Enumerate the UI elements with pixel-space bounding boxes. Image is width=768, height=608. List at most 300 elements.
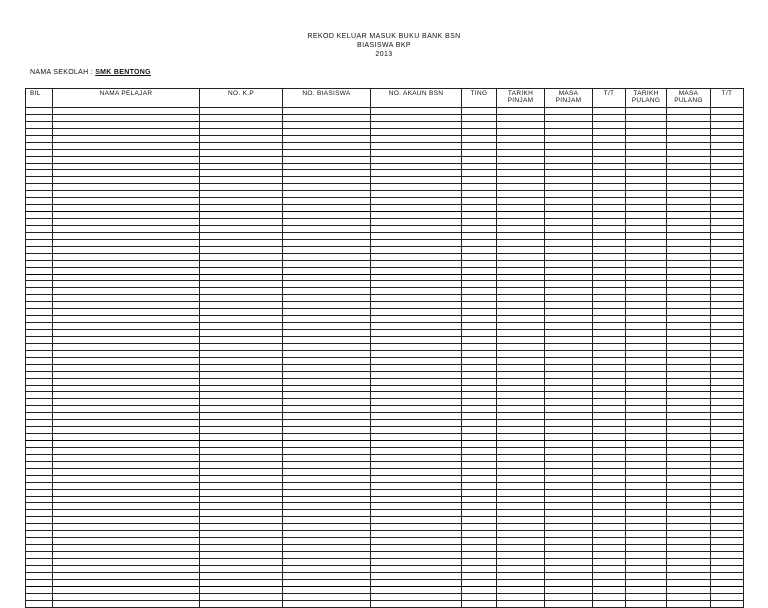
table-cell xyxy=(283,413,371,420)
table-cell xyxy=(711,427,744,434)
table-cell xyxy=(545,316,593,323)
table-cell xyxy=(26,385,53,392)
table-cell xyxy=(462,156,497,163)
table-cell xyxy=(26,114,53,121)
table-cell xyxy=(545,503,593,510)
table-cell xyxy=(26,350,53,357)
table-cell xyxy=(667,586,711,593)
table-cell xyxy=(371,114,462,121)
table-cell xyxy=(545,545,593,552)
table-cell xyxy=(26,274,53,281)
table-cell xyxy=(26,232,53,239)
table-cell xyxy=(626,323,667,330)
table-cell xyxy=(545,600,593,607)
table-cell xyxy=(26,267,53,274)
loan-record-table xyxy=(25,88,744,608)
table-cell xyxy=(545,205,593,212)
table-cell xyxy=(26,489,53,496)
table-cell xyxy=(667,274,711,281)
table-cell xyxy=(497,288,545,295)
table-cell xyxy=(462,357,497,364)
table-cell xyxy=(593,413,626,420)
table-cell xyxy=(593,420,626,427)
table-cell xyxy=(200,323,283,330)
table-cell xyxy=(593,149,626,156)
table-cell xyxy=(593,246,626,253)
table-cell xyxy=(462,427,497,434)
table-cell xyxy=(26,177,53,184)
table-cell xyxy=(53,142,200,149)
table-cell xyxy=(371,330,462,337)
table-cell xyxy=(53,461,200,468)
table-cell xyxy=(462,371,497,378)
table-cell xyxy=(545,427,593,434)
table-cell xyxy=(371,503,462,510)
table-cell xyxy=(371,468,462,475)
table-cell xyxy=(497,538,545,545)
table-cell xyxy=(53,128,200,135)
table-cell xyxy=(667,288,711,295)
table-cell xyxy=(26,302,53,309)
col-bil: BIL xyxy=(26,89,53,108)
table-cell xyxy=(283,496,371,503)
table-cell xyxy=(462,246,497,253)
table-cell xyxy=(593,302,626,309)
table-cell xyxy=(545,288,593,295)
table-cell xyxy=(626,552,667,559)
table-cell xyxy=(667,212,711,219)
table-cell xyxy=(26,371,53,378)
col-tt-pinjam: T/T xyxy=(593,89,626,108)
table-cell xyxy=(497,593,545,600)
table-cell xyxy=(462,302,497,309)
table-row xyxy=(26,205,744,212)
table-cell xyxy=(626,295,667,302)
table-cell xyxy=(371,378,462,385)
table-cell xyxy=(626,142,667,149)
table-cell xyxy=(626,246,667,253)
table-cell xyxy=(593,600,626,607)
table-cell xyxy=(667,364,711,371)
table-cell xyxy=(626,135,667,142)
table-row xyxy=(26,128,744,135)
table-cell xyxy=(200,565,283,572)
table-cell xyxy=(711,475,744,482)
table-cell xyxy=(371,434,462,441)
table-cell xyxy=(200,545,283,552)
table-cell xyxy=(26,205,53,212)
table-cell xyxy=(545,295,593,302)
table-cell xyxy=(200,475,283,482)
table-cell xyxy=(497,441,545,448)
table-cell xyxy=(711,108,744,115)
table-cell xyxy=(26,447,53,454)
table-cell xyxy=(667,524,711,531)
table-cell xyxy=(283,246,371,253)
table-row xyxy=(26,461,744,468)
table-cell xyxy=(200,572,283,579)
table-cell xyxy=(26,565,53,572)
table-cell xyxy=(283,170,371,177)
table-cell xyxy=(593,392,626,399)
table-row xyxy=(26,212,744,219)
table-cell xyxy=(200,503,283,510)
table-cell xyxy=(593,184,626,191)
table-cell xyxy=(497,385,545,392)
table-cell xyxy=(53,545,200,552)
table-cell xyxy=(626,565,667,572)
table-cell xyxy=(626,177,667,184)
table-cell xyxy=(200,330,283,337)
table-cell xyxy=(462,212,497,219)
table-cell xyxy=(711,239,744,246)
table-cell xyxy=(626,454,667,461)
table-cell xyxy=(200,184,283,191)
table-cell xyxy=(667,482,711,489)
table-cell xyxy=(545,198,593,205)
table-cell xyxy=(711,482,744,489)
table-cell xyxy=(371,135,462,142)
table-cell xyxy=(626,225,667,232)
table-cell xyxy=(371,295,462,302)
table-row xyxy=(26,108,744,115)
table-cell xyxy=(283,399,371,406)
table-cell xyxy=(53,288,200,295)
table-cell xyxy=(53,406,200,413)
table-cell xyxy=(462,142,497,149)
table-cell xyxy=(200,385,283,392)
table-cell xyxy=(497,524,545,531)
table-cell xyxy=(667,205,711,212)
table-cell xyxy=(545,253,593,260)
table-cell xyxy=(593,336,626,343)
table-cell xyxy=(26,392,53,399)
table-cell xyxy=(626,212,667,219)
table-row xyxy=(26,302,744,309)
table-cell xyxy=(545,350,593,357)
table-cell xyxy=(371,232,462,239)
table-cell xyxy=(497,350,545,357)
table-row xyxy=(26,149,744,156)
table-row xyxy=(26,538,744,545)
table-row xyxy=(26,531,744,538)
table-cell xyxy=(26,149,53,156)
table-cell xyxy=(545,330,593,337)
table-cell xyxy=(371,427,462,434)
table-cell xyxy=(371,316,462,323)
table-cell xyxy=(462,108,497,115)
table-cell xyxy=(53,399,200,406)
table-cell xyxy=(626,406,667,413)
table-cell xyxy=(26,517,53,524)
table-cell xyxy=(200,600,283,607)
table-cell xyxy=(593,225,626,232)
table-row xyxy=(26,406,744,413)
table-cell xyxy=(53,482,200,489)
table-cell xyxy=(371,399,462,406)
table-row xyxy=(26,482,744,489)
table-cell xyxy=(26,191,53,198)
table-cell xyxy=(711,330,744,337)
table-cell xyxy=(26,121,53,128)
table-cell xyxy=(667,475,711,482)
table-cell xyxy=(545,565,593,572)
table-cell xyxy=(497,371,545,378)
table-row xyxy=(26,232,744,239)
table-cell xyxy=(667,239,711,246)
table-cell xyxy=(53,572,200,579)
table-cell xyxy=(497,253,545,260)
table-cell xyxy=(283,434,371,441)
table-cell xyxy=(462,364,497,371)
table-row xyxy=(26,121,744,128)
table-row xyxy=(26,558,744,565)
table-cell xyxy=(545,593,593,600)
table-cell xyxy=(711,572,744,579)
table-cell xyxy=(593,572,626,579)
table-cell xyxy=(711,392,744,399)
table-cell xyxy=(593,128,626,135)
table-cell xyxy=(667,392,711,399)
table-cell xyxy=(200,552,283,559)
table-cell xyxy=(53,177,200,184)
table-cell xyxy=(462,447,497,454)
table-cell xyxy=(371,447,462,454)
table-row xyxy=(26,572,744,579)
table-cell xyxy=(593,447,626,454)
col-ting: TING xyxy=(462,89,497,108)
table-cell xyxy=(462,517,497,524)
table-cell xyxy=(200,205,283,212)
table-cell xyxy=(53,219,200,226)
table-cell xyxy=(667,323,711,330)
table-cell xyxy=(53,427,200,434)
col-tarikh-pinjam: TARIKH PINJAM xyxy=(497,89,545,108)
table-cell xyxy=(53,295,200,302)
table-cell xyxy=(462,579,497,586)
table-cell xyxy=(711,545,744,552)
table-row xyxy=(26,219,744,226)
table-cell xyxy=(371,475,462,482)
table-cell xyxy=(200,357,283,364)
table-cell xyxy=(626,531,667,538)
table-cell xyxy=(711,447,744,454)
table-cell xyxy=(26,343,53,350)
table-cell xyxy=(371,170,462,177)
table-cell xyxy=(545,191,593,198)
table-cell xyxy=(667,572,711,579)
table-cell xyxy=(53,350,200,357)
table-row xyxy=(26,309,744,316)
table-cell xyxy=(593,489,626,496)
table-cell xyxy=(626,198,667,205)
table-cell xyxy=(545,177,593,184)
table-row xyxy=(26,496,744,503)
table-cell xyxy=(462,225,497,232)
table-cell xyxy=(200,399,283,406)
table-cell xyxy=(593,135,626,142)
table-cell xyxy=(462,170,497,177)
table-cell xyxy=(593,524,626,531)
table-cell xyxy=(497,489,545,496)
table-cell xyxy=(26,461,53,468)
table-cell xyxy=(667,399,711,406)
table-cell xyxy=(711,177,744,184)
table-cell xyxy=(462,274,497,281)
table-cell xyxy=(545,524,593,531)
table-cell xyxy=(667,434,711,441)
table-cell xyxy=(26,593,53,600)
school-line xyxy=(30,69,151,76)
table-cell xyxy=(497,531,545,538)
table-cell xyxy=(593,288,626,295)
table-cell xyxy=(626,399,667,406)
table-cell xyxy=(200,281,283,288)
table-cell xyxy=(283,184,371,191)
table-cell xyxy=(26,142,53,149)
table-cell xyxy=(26,239,53,246)
table-row xyxy=(26,198,744,205)
table-cell xyxy=(711,531,744,538)
table-row xyxy=(26,552,744,559)
table-cell xyxy=(593,558,626,565)
table-cell xyxy=(593,364,626,371)
table-cell xyxy=(53,156,200,163)
table-cell xyxy=(462,378,497,385)
table-cell xyxy=(53,108,200,115)
table-cell xyxy=(53,579,200,586)
table-cell xyxy=(593,212,626,219)
table-cell xyxy=(283,482,371,489)
table-cell xyxy=(545,447,593,454)
table-cell xyxy=(371,281,462,288)
table-cell xyxy=(497,205,545,212)
table-cell xyxy=(593,482,626,489)
table-cell xyxy=(626,128,667,135)
table-cell xyxy=(371,531,462,538)
table-cell xyxy=(371,156,462,163)
table-cell xyxy=(53,454,200,461)
table-row xyxy=(26,399,744,406)
table-cell xyxy=(667,121,711,128)
table-cell xyxy=(593,108,626,115)
table-cell xyxy=(626,364,667,371)
table-cell xyxy=(200,121,283,128)
table-cell xyxy=(200,406,283,413)
table-cell xyxy=(711,600,744,607)
table-cell xyxy=(371,198,462,205)
table-cell xyxy=(545,489,593,496)
table-cell xyxy=(667,441,711,448)
table-cell xyxy=(497,510,545,517)
table-cell xyxy=(667,406,711,413)
table-cell xyxy=(711,420,744,427)
table-cell xyxy=(200,593,283,600)
table-cell xyxy=(462,489,497,496)
table-cell xyxy=(667,191,711,198)
table-cell xyxy=(283,489,371,496)
table-cell xyxy=(283,406,371,413)
table-cell xyxy=(53,246,200,253)
table-cell xyxy=(593,468,626,475)
table-row xyxy=(26,330,744,337)
table-cell xyxy=(283,281,371,288)
table-cell xyxy=(626,517,667,524)
table-cell xyxy=(200,336,283,343)
table-cell xyxy=(593,156,626,163)
table-cell xyxy=(497,336,545,343)
table-cell xyxy=(283,239,371,246)
table-cell xyxy=(497,413,545,420)
table-cell xyxy=(626,343,667,350)
table-cell xyxy=(371,163,462,170)
table-cell xyxy=(626,558,667,565)
table-cell xyxy=(711,378,744,385)
table-cell xyxy=(53,121,200,128)
table-row xyxy=(26,413,744,420)
table-cell xyxy=(283,274,371,281)
table-cell xyxy=(497,191,545,198)
table-cell xyxy=(711,413,744,420)
table-cell xyxy=(371,517,462,524)
table-cell xyxy=(593,239,626,246)
table-cell xyxy=(371,149,462,156)
table-cell xyxy=(497,420,545,427)
table-cell xyxy=(497,579,545,586)
table-cell xyxy=(26,510,53,517)
table-row xyxy=(26,170,744,177)
table-cell xyxy=(371,302,462,309)
table-cell xyxy=(497,149,545,156)
table-cell xyxy=(283,205,371,212)
table-cell xyxy=(545,475,593,482)
table-cell xyxy=(283,517,371,524)
table-cell xyxy=(53,343,200,350)
table-cell xyxy=(200,468,283,475)
table-cell xyxy=(593,205,626,212)
table-cell xyxy=(200,128,283,135)
table-cell xyxy=(283,288,371,295)
table-cell xyxy=(497,461,545,468)
table-cell xyxy=(593,496,626,503)
table-cell xyxy=(497,600,545,607)
table-cell xyxy=(593,427,626,434)
table-cell xyxy=(26,579,53,586)
table-cell xyxy=(545,336,593,343)
table-cell xyxy=(545,434,593,441)
table-cell xyxy=(53,163,200,170)
table-cell xyxy=(200,531,283,538)
table-cell xyxy=(462,343,497,350)
table-cell xyxy=(497,357,545,364)
table-cell xyxy=(497,364,545,371)
table-cell xyxy=(26,441,53,448)
table-cell xyxy=(53,434,200,441)
table-cell xyxy=(371,267,462,274)
table-cell xyxy=(462,572,497,579)
table-row xyxy=(26,503,744,510)
table-cell xyxy=(26,260,53,267)
table-cell xyxy=(53,517,200,524)
table-cell xyxy=(371,392,462,399)
table-cell xyxy=(545,212,593,219)
table-cell xyxy=(497,156,545,163)
table-row xyxy=(26,475,744,482)
table-row xyxy=(26,593,744,600)
school-label: NAMA SEKOLAH : xyxy=(30,69,93,76)
table-cell xyxy=(462,316,497,323)
col-no-akaun-bsn: NO. AKAUN BSN xyxy=(371,89,462,108)
